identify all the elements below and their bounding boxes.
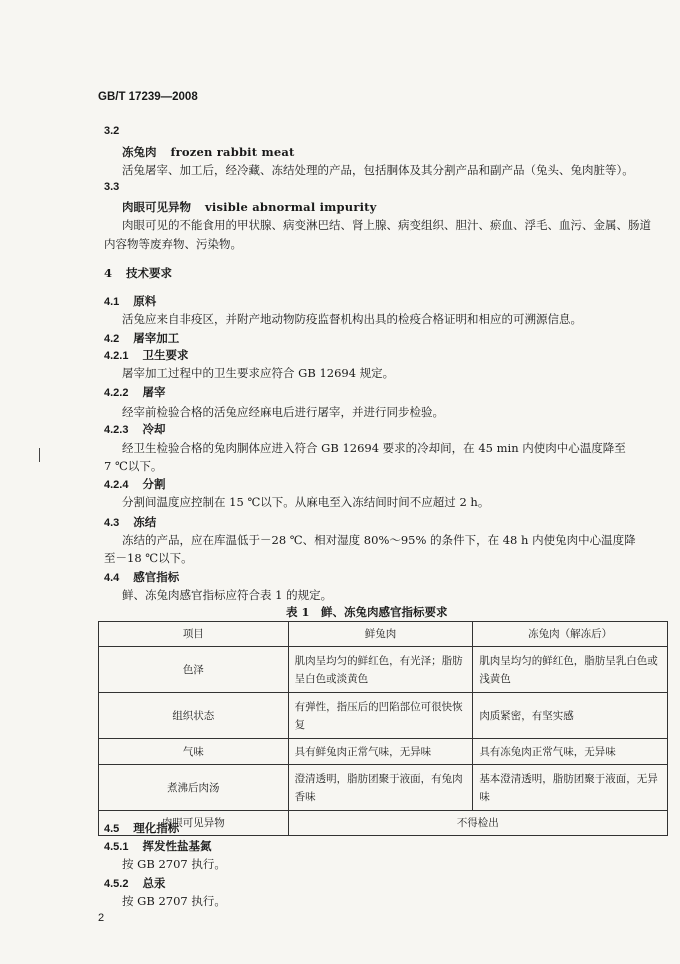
table-row [99,693,668,739]
table-row [99,765,668,811]
section-number: 4.3 [104,517,120,529]
body-text: 经卫生检验合格的兔肉胴体应进入符合 GB 12694 要求的冷却间，在 45 min 内使肉中心温度降至 [122,441,626,455]
section-heading [104,820,179,836]
section-heading [104,293,156,309]
term-chinese: 冻兔肉 [122,145,157,159]
table-cell: 肌肉呈均匀的鲜红色，有光泽；脂肪呈白色或淡黄色 [288,647,473,693]
table-cell: 肉质紧密，有坚实感 [473,693,668,739]
section-title: 挥发性盐基氮 [142,839,212,853]
table-cell-item: 组织状态 [99,693,289,739]
definition-text: 肉眼可见的不能食用的甲状腺、病变淋巴结、肾上腺、病变组织、胆汁、瘀血、浮毛、血污、金属、肠道 [122,218,651,232]
section-heading [104,838,211,854]
table-cell: 基本澄清透明，脂肪团聚于液面，无异味 [473,765,668,811]
section-number: 4.2.3 [104,424,129,436]
section-title: 总汞 [142,876,166,890]
body-text: 7 ℃以下。 [104,459,163,473]
table-cell-item: 煮沸后肉汤 [99,765,289,811]
body-text: 活兔应来自非疫区，并附产地动物防疫监督机构出具的检疫合格证明和相应的可溯源信息。 [122,312,582,326]
table-cell: 不得检出 [288,811,667,836]
body-text: 按 GB 2707 执行。 [122,857,226,871]
margin-mark [39,448,40,462]
section-number: 4.2.1 [104,350,129,362]
table-cell: 具有鲜兔肉正常气味，无异味 [288,739,473,765]
section-number: 3.2 [104,125,120,137]
section-heading [104,875,165,891]
body-text: 鲜、冻兔肉感官指标应符合表 1 的规定。 [122,588,333,602]
section-number: 4.2.4 [104,479,129,491]
body-text: 经宰前检验合格的活兔应经麻电后进行屠宰，并进行同步检验。 [122,405,444,419]
section-title: 冷却 [142,422,166,436]
table-caption: 表 1 鲜、冻兔肉感官指标要求 [286,605,448,619]
table-header-cell: 项目 [99,622,289,647]
page-number: 2 [98,912,105,924]
section-number: 4 [104,266,113,280]
term-chinese: 肉眼可见异物 [122,200,191,214]
section-title: 屠宰 [142,385,166,399]
section-number: 4.2 [104,333,120,345]
table-cell-item: 肉眼可见异物 [99,811,289,836]
section-number: 3.3 [104,181,120,193]
definition-text: 内容物等废弃物、污染物。 [104,237,242,251]
term-frozen-rabbit-meat [122,144,295,160]
section-heading [104,384,165,400]
body-text: 分割间温度应控制在 15 ℃以下。从麻电至入冻结间时间不应超过 2 h。 [122,495,490,509]
section-heading [104,569,179,585]
body-text: 至－18 ℃以下。 [104,551,193,565]
table-header-cell: 冻兔肉（解冻后） [473,622,668,647]
sensory-requirements-table [98,621,668,836]
body-text: 按 GB 2707 执行。 [122,894,226,908]
table-row [99,647,668,693]
section-title: 感官指标 [133,570,180,584]
section-number: 4.5 [104,823,120,835]
section-heading [104,476,165,492]
section-title: 分割 [142,477,166,491]
section-title: 技术要求 [126,266,173,280]
table-cell: 肌肉呈均匀的鲜红色，脂肪呈乳白色或浅黄色 [473,647,668,693]
body-text: 冻结的产品，应在库温低于－28 ℃、相对湿度 80%～95% 的条件下，在 48 h 内使兔肉中心温度降 [122,533,636,547]
body-text: 屠宰加工过程中的卫生要求应符合 GB 12694 规定。 [122,366,395,380]
table-cell: 具有冻兔肉正常气味，无异味 [473,739,668,765]
section-number: 4.5.1 [104,841,129,853]
section-title: 屠宰加工 [133,331,180,345]
section-title: 原料 [133,294,157,308]
table-cell: 有弹性，指压后的凹陷部位可很快恢复 [288,693,473,739]
section-heading [104,330,179,346]
table-cell-item: 色泽 [99,647,289,693]
section-number: 4.5.2 [104,878,129,890]
term-english: visible abnormal impurity [205,200,377,214]
table-cell: 澄清透明，脂肪团聚于液面，有兔肉香味 [288,765,473,811]
standard-number: GB/T 17239—2008 [98,91,198,103]
table-header-row [99,622,668,647]
section-title: 冻结 [133,515,157,529]
table-row [99,811,668,836]
section-heading [104,514,156,530]
section-heading [104,421,165,437]
section-title: 卫生要求 [142,348,189,362]
definition-text: 活兔屠宰、加工后，经冷藏、冻结处理的产品，包括胴体及其分割产品和副产品（兔头、兔肉脏等）。 [122,163,634,177]
term-visible-impurity [122,199,377,215]
table-cell-item: 气味 [99,739,289,765]
table-header-cell: 鲜兔肉 [288,622,473,647]
section-heading [104,347,188,363]
table-row [99,739,668,765]
section-heading [104,265,172,281]
section-number: 4.4 [104,572,120,584]
section-number: 4.1 [104,296,120,308]
section-title: 理化指标 [133,821,180,835]
term-english: frozen rabbit meat [170,145,295,159]
section-number: 4.2.2 [104,387,129,399]
